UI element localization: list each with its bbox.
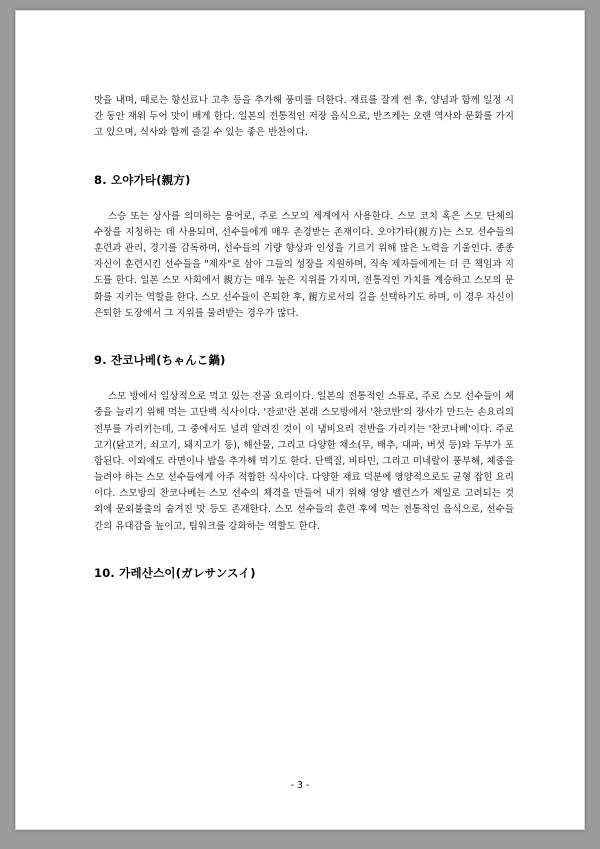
spacer <box>94 322 514 352</box>
section-heading-10: 10. 가레산스이(ガレサンスイ) <box>94 565 256 580</box>
spacer <box>94 369 514 389</box>
section-heading-8: 8. 오야가타(親方) <box>94 172 191 187</box>
document-page <box>15 10 585 830</box>
section-heading-9: 9. 잔코나베(ちゃんこ鍋) <box>94 352 226 367</box>
page-number: - 3 - <box>290 780 310 791</box>
spacer <box>94 142 514 172</box>
paragraph-banzuke: 맛을 내며, 때로는 향신료나 고추 등을 추가해 풍미를 더한다. 재료를 잘게 썬 후, 양념과 함께 일정 시간 동안 재워 두어 맛이 배게 한다. 일본의 전통적인 저장 음식으로, 반즈케는 오랜 역사와 문화를 가지고 있으며, 식사와 함께 즐길 수 있는 좋은 반찬이다. <box>94 95 514 139</box>
spacer <box>94 189 514 209</box>
document-content <box>94 93 514 582</box>
paragraph-oyakata: 스승 또는 상사를 의미하는 용어로, 주로 스모의 세계에서 사용한다. 스모 코치 혹은 스모 단체의 수장을 지칭하는 데 사용되며, 선수들에게 매우 존경받는 존재이다. 오야가타(親方)는 스모 선수들의 훈련과 관리, 경기를 감독하며, 선수들의 기량 향상과 인성을 기르기 위해 많은 노력을 기울인다. 종종 자신이 훈련시킨 선수들을 "제자"로 삼아 그들의 성장을 지원하며, 직속 제자들에게는 더 큰 책임과 지도를 한다. 일본 스모 사회에서 親方는 매우 높은 지위를 가지며, 전통적인 가치를 계승하고 스모의 문화를 지키는 역할을 한다. 스모 선수들이 은퇴한 후, 親方로서의 길을 선택하기도 하며, 이 경우 자신이 은퇴한 도장에서 그 지위를 물려받는 경우가 많다. <box>94 210 514 319</box>
paragraph-chankonabe: 스모 방에서 일상적으로 먹고 있는 전골 요리이다. 일본의 전통적인 스튜로, 주로 스모 선수들이 체중을 늘리기 위해 먹는 고단백 식사이다. '잔쿄'란 본래 스모방에서 '찬코반'의 장사가 만드는 손요리의 전부를 가리키는데, 그 중에서도 널리 알려진 것이 이 냄비요리 전반을 가리키는 '찬코나베'이다. 주로 고기(닭고기, 쇠고기, 돼지고기 등), 해산물, 그리고 다양한 채소(무, 배추, 대파, 버섯 등)와 두부가 포함된다. 이외에도 라면이나 밥을 추가해 먹기도 한다. 단백질, 비타민, 그리고 미네랄이 풍부해, 체중을 늘려야 하는 스모 선수들에게 아주 적합한 식사이다. 다양한 재료 덕분에 영양적으로도 균형 잡힌 요리이다. 스모방의 찬코나베는 스모 선수의 체격을 만들어 내기 위해 영양 밸런스가 제일로 고려되는 것 외에 문외불출의 숨겨진 맛 등도 존재한다. 스모 선수들의 훈련 후에 먹는 전통적인 음식으로, 선수들 간의 유대감을 높이고, 팀워크를 강화하는 역할도 한다. <box>94 391 514 532</box>
spacer <box>94 535 514 565</box>
